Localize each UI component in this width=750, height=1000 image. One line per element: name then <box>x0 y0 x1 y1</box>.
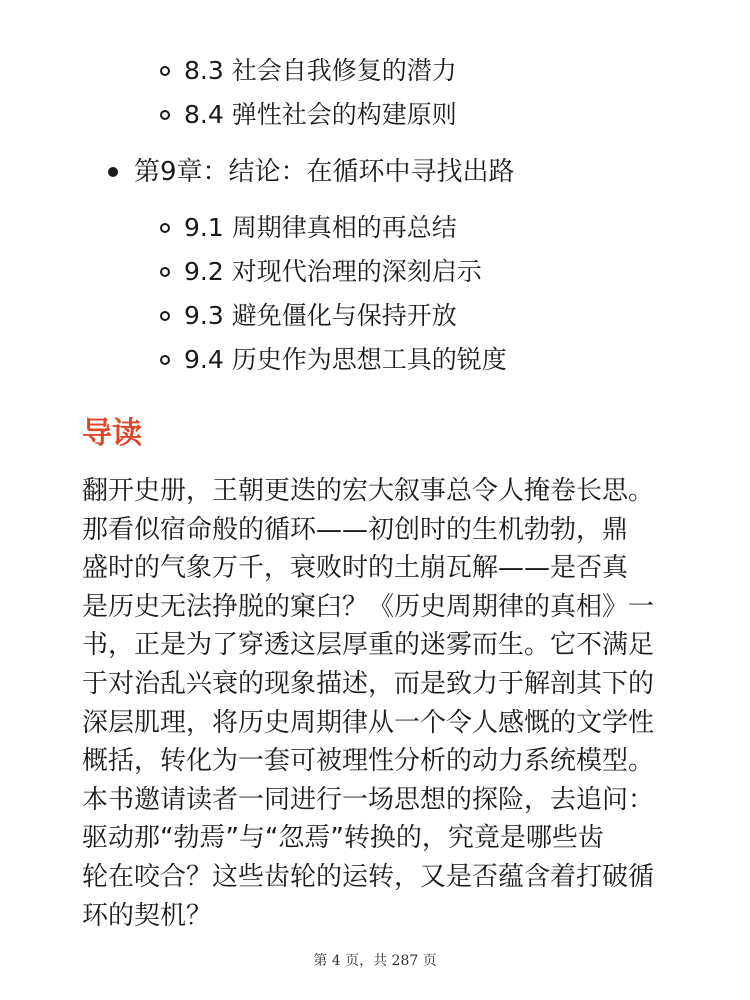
toc-subitem-label: 9.1 周期律真相的再总结 <box>184 213 457 242</box>
toc-subitem-8-3[interactable] <box>160 51 457 91</box>
paragraph-line: 环的契机？ <box>82 900 213 931</box>
paragraph-line: 翻开史册，王朝更迭的宏大叙事总令人掩卷长思。 <box>82 476 655 506</box>
paragraph-line: 是历史无法挣脱的窠臼？《历史周期律的真相》一 <box>82 591 655 622</box>
toc-subitem-label: 9.3 避免僵化与保持开放 <box>184 301 457 330</box>
paragraph-line: 驱动那“勃焉”与“忽焉”转换的，究竟是哪些齿 <box>82 823 604 854</box>
toc-subitem-label: 8.3 社会自我修复的潜力 <box>184 56 457 85</box>
toc-subitem-label: 9.2 对现代治理的深刻启示 <box>184 257 482 286</box>
toc-subitem-9-1[interactable] <box>160 208 457 248</box>
intro-paragraph <box>82 472 722 935</box>
paragraph-line: 概括，转化为一套可被理性分析的动力系统模型。 <box>82 746 655 777</box>
toc-subitem-9-2[interactable] <box>160 252 482 292</box>
toc-subitem-label: 8.4 弹性社会的构建原则 <box>184 100 457 129</box>
toc-subitem-8-4[interactable] <box>160 95 457 135</box>
paragraph-line: 本书邀请读者一同进行一场思想的探险，去追问： <box>82 784 655 815</box>
hollow-bullet-icon <box>160 267 170 277</box>
page-number-footer: 第 4 页，共 287 页 <box>313 953 437 969</box>
toc-subitem-9-4[interactable] <box>160 340 507 380</box>
toc-subitem-9-3[interactable] <box>160 296 457 336</box>
hollow-bullet-icon <box>160 311 170 321</box>
hollow-bullet-icon <box>160 355 170 365</box>
hollow-bullet-icon <box>160 110 170 120</box>
toc-chapter-9[interactable] <box>108 150 515 194</box>
paragraph-line: 轮在咬合？这些齿轮的运转，又是否蕴含着打破循 <box>82 861 655 892</box>
toc-chapter-title: 第9章：结论：在循环中寻找出路 <box>134 157 515 187</box>
paragraph-line: 盛时的气象万千，衰败时的土崩瓦解——是否真 <box>82 553 629 584</box>
solid-bullet-icon <box>108 167 118 177</box>
section-heading-intro: 导读 <box>82 416 142 451</box>
hollow-bullet-icon <box>160 223 170 233</box>
hollow-bullet-icon <box>160 66 170 76</box>
paragraph-line: 深层肌理，将历史周期律从一个令人感慨的文学性 <box>82 707 655 738</box>
paragraph-line: 于对治乱兴衰的现象描述，而是致力于解剖其下的 <box>82 668 655 699</box>
paragraph-line: 书，正是为了穿透这层厚重的迷雾而生。它不满足 <box>82 630 655 661</box>
paragraph-line: 那看似宿命般的循环——初创时的生机勃勃，鼎 <box>82 514 629 545</box>
toc-subitem-label: 9.4 历史作为思想工具的锐度 <box>184 345 507 374</box>
